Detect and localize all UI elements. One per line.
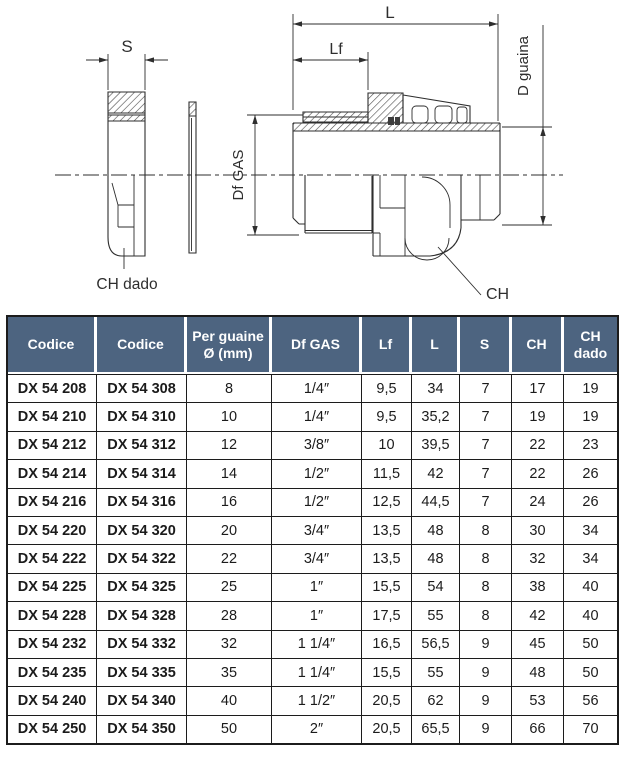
gland-section-view — [230, 3, 552, 303]
technical-drawing — [0, 0, 621, 313]
code-cell: DX 54 232 — [8, 630, 97, 658]
table-row — [8, 715, 617, 743]
table-row — [8, 544, 617, 572]
value-cell: 70 — [564, 715, 617, 743]
value-cell: 11,5 — [362, 459, 412, 487]
column-header: Per guaine Ø (mm) — [187, 317, 272, 374]
dim-label-d-guaina: D guaina — [515, 35, 532, 97]
value-cell: 40 — [564, 573, 617, 601]
seal-detail — [395, 117, 400, 125]
dim-label-lf: Lf — [329, 41, 343, 58]
value-cell: 56 — [564, 686, 617, 714]
column-header: Df GAS — [272, 317, 362, 374]
column-header: Codice — [8, 317, 97, 374]
value-cell: 10 — [362, 431, 412, 459]
code-cell: DX 54 228 — [8, 601, 97, 629]
value-cell: 32 — [187, 630, 272, 658]
value-cell: 1/2″ — [272, 488, 362, 516]
table-row — [8, 374, 617, 402]
code-cell: DX 54 210 — [8, 402, 97, 430]
spec-table — [6, 315, 619, 745]
column-header: S — [460, 317, 512, 374]
value-cell: 1/4″ — [272, 374, 362, 402]
value-cell: 35,2 — [412, 402, 460, 430]
value-cell: 9,5 — [362, 374, 412, 402]
column-header: L — [412, 317, 460, 374]
value-cell: 24 — [512, 488, 564, 516]
value-cell: 22 — [512, 431, 564, 459]
value-cell: 13,5 — [362, 516, 412, 544]
value-cell: 9,5 — [362, 402, 412, 430]
dim-label-s: S — [121, 37, 133, 56]
value-cell: 12,5 — [362, 488, 412, 516]
value-cell: 22 — [187, 544, 272, 572]
code-cell: DX 54 225 — [8, 573, 97, 601]
value-cell: 66 — [512, 715, 564, 743]
value-cell: 7 — [460, 374, 512, 402]
washer-view — [189, 102, 196, 253]
value-cell: 12 — [187, 431, 272, 459]
value-cell: 25 — [187, 573, 272, 601]
dim-label-ch: CH — [486, 286, 510, 303]
code-cell: DX 54 222 — [8, 544, 97, 572]
value-cell: 22 — [512, 459, 564, 487]
code-cell: DX 54 220 — [8, 516, 97, 544]
value-cell: 14 — [187, 459, 272, 487]
value-cell: 32 — [512, 544, 564, 572]
value-cell: 8 — [460, 573, 512, 601]
value-cell: 40 — [564, 601, 617, 629]
value-cell: 45 — [512, 630, 564, 658]
code-cell: DX 54 340 — [97, 686, 187, 714]
table-row — [8, 459, 617, 487]
code-cell: DX 54 325 — [97, 573, 187, 601]
code-cell: DX 54 322 — [97, 544, 187, 572]
value-cell: 65,5 — [412, 715, 460, 743]
value-cell: 13,5 — [362, 544, 412, 572]
value-cell: 7 — [460, 459, 512, 487]
value-cell: 8 — [460, 544, 512, 572]
table-row — [8, 686, 617, 714]
table-row — [8, 630, 617, 658]
table-row — [8, 658, 617, 686]
value-cell: 35 — [187, 658, 272, 686]
column-header: Lf — [362, 317, 412, 374]
value-cell: 55 — [412, 601, 460, 629]
value-cell: 3/4″ — [272, 516, 362, 544]
value-cell: 10 — [187, 402, 272, 430]
value-cell: 23 — [564, 431, 617, 459]
value-cell: 53 — [512, 686, 564, 714]
value-cell: 30 — [512, 516, 564, 544]
value-cell: 1″ — [272, 601, 362, 629]
value-cell: 2″ — [272, 715, 362, 743]
code-cell: DX 54 328 — [97, 601, 187, 629]
column-header: Codice — [97, 317, 187, 374]
code-cell: DX 54 350 — [97, 715, 187, 743]
code-cell: DX 54 214 — [8, 459, 97, 487]
table-row — [8, 402, 617, 430]
seal-detail — [388, 117, 394, 125]
table-row — [8, 601, 617, 629]
value-cell: 19 — [564, 374, 617, 402]
value-cell: 44,5 — [412, 488, 460, 516]
value-cell: 1/2″ — [272, 459, 362, 487]
value-cell: 17 — [512, 374, 564, 402]
code-cell: DX 54 240 — [8, 686, 97, 714]
code-cell: DX 54 320 — [97, 516, 187, 544]
dim-label-l: L — [385, 3, 395, 22]
value-cell: 42 — [512, 601, 564, 629]
value-cell: 16,5 — [362, 630, 412, 658]
value-cell: 9 — [460, 686, 512, 714]
value-cell: 48 — [412, 544, 460, 572]
value-cell: 38 — [512, 573, 564, 601]
value-cell: 39,5 — [412, 431, 460, 459]
nut-side-view — [86, 37, 168, 293]
value-cell: 34 — [564, 544, 617, 572]
value-cell: 34 — [564, 516, 617, 544]
value-cell: 3/8″ — [272, 431, 362, 459]
value-cell: 9 — [460, 658, 512, 686]
value-cell: 7 — [460, 402, 512, 430]
table-row — [8, 488, 617, 516]
value-cell: 28 — [187, 601, 272, 629]
value-cell: 48 — [412, 516, 460, 544]
code-cell: DX 54 332 — [97, 630, 187, 658]
dim-label-ch-dado: CH dado — [96, 276, 158, 293]
code-cell: DX 54 314 — [97, 459, 187, 487]
code-cell: DX 54 310 — [97, 402, 187, 430]
value-cell: 1 1/2″ — [272, 686, 362, 714]
table-row — [8, 573, 617, 601]
value-cell: 8 — [460, 601, 512, 629]
value-cell: 20,5 — [362, 686, 412, 714]
value-cell: 20 — [187, 516, 272, 544]
code-cell: DX 54 235 — [8, 658, 97, 686]
code-cell: DX 54 335 — [97, 658, 187, 686]
value-cell: 54 — [412, 573, 460, 601]
value-cell: 1″ — [272, 573, 362, 601]
code-cell: DX 54 250 — [8, 715, 97, 743]
code-cell: DX 54 208 — [8, 374, 97, 402]
value-cell: 34 — [412, 374, 460, 402]
column-header: CH dado — [564, 317, 617, 374]
technical-drawing-area — [0, 0, 621, 313]
table-row — [8, 516, 617, 544]
value-cell: 1/4″ — [272, 402, 362, 430]
value-cell: 62 — [412, 686, 460, 714]
value-cell: 19 — [512, 402, 564, 430]
code-cell: DX 54 308 — [97, 374, 187, 402]
value-cell: 8 — [187, 374, 272, 402]
value-cell: 26 — [564, 459, 617, 487]
value-cell: 42 — [412, 459, 460, 487]
value-cell: 1 1/4″ — [272, 630, 362, 658]
value-cell: 17,5 — [362, 601, 412, 629]
value-cell: 56,5 — [412, 630, 460, 658]
value-cell: 1 1/4″ — [272, 658, 362, 686]
value-cell: 50 — [564, 658, 617, 686]
code-cell: DX 54 212 — [8, 431, 97, 459]
value-cell: 50 — [187, 715, 272, 743]
value-cell: 40 — [187, 686, 272, 714]
value-cell: 48 — [512, 658, 564, 686]
value-cell: 15,5 — [362, 573, 412, 601]
code-cell: DX 54 316 — [97, 488, 187, 516]
value-cell: 15,5 — [362, 658, 412, 686]
value-cell: 19 — [564, 402, 617, 430]
value-cell: 55 — [412, 658, 460, 686]
value-cell: 7 — [460, 431, 512, 459]
column-header: CH — [512, 317, 564, 374]
table-body — [8, 374, 617, 743]
value-cell: 7 — [460, 488, 512, 516]
dim-label-df-gas: Df GAS — [230, 149, 247, 201]
value-cell: 26 — [564, 488, 617, 516]
value-cell: 9 — [460, 715, 512, 743]
table-head-row — [8, 317, 617, 374]
value-cell: 8 — [460, 516, 512, 544]
value-cell: 20,5 — [362, 715, 412, 743]
value-cell: 9 — [460, 630, 512, 658]
code-cell: DX 54 312 — [97, 431, 187, 459]
value-cell: 50 — [564, 630, 617, 658]
table-row — [8, 431, 617, 459]
value-cell: 3/4″ — [272, 544, 362, 572]
code-cell: DX 54 216 — [8, 488, 97, 516]
value-cell: 16 — [187, 488, 272, 516]
